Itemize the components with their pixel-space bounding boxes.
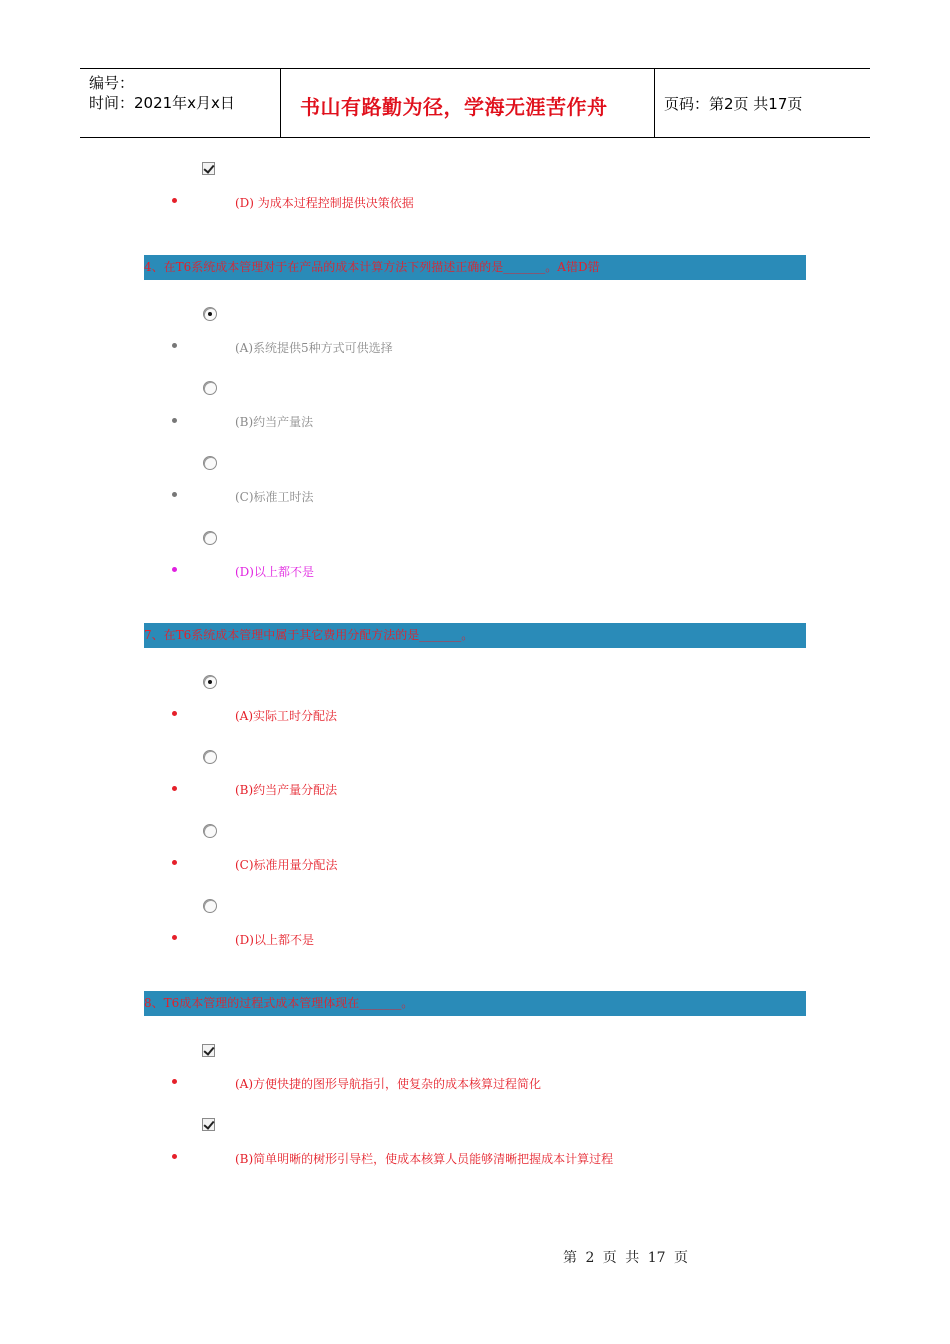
bullet-icon — [172, 343, 177, 348]
checkbox-checked-icon[interactable] — [202, 1044, 215, 1057]
bullet-icon — [172, 1154, 177, 1159]
page-label: 页码：第2页 共17页 — [664, 95, 803, 113]
page-footer: 第 2 页 共 17 页 — [563, 1250, 688, 1266]
option-d-text: (D) 为成本过程控制提供决策依据 — [235, 196, 414, 210]
q4-option-d: (D)以上都不是 — [235, 565, 314, 579]
radio-icon[interactable] — [203, 750, 217, 764]
bullet-icon — [172, 418, 177, 423]
q8-option-a: (A)方便快捷的图形导航指引，使复杂的成本核算过程简化 — [235, 1077, 542, 1091]
bullet-icon — [172, 567, 177, 572]
radio-icon[interactable] — [203, 381, 217, 395]
header-page-cell — [655, 69, 870, 137]
page-header — [80, 68, 870, 138]
checkbox-checked-icon[interactable] — [202, 162, 215, 175]
bullet-icon — [172, 711, 177, 716]
radio-icon[interactable] — [203, 824, 217, 838]
radio-selected-icon[interactable] — [203, 307, 217, 321]
checkbox-checked-icon[interactable] — [202, 1118, 215, 1131]
question-7-bar: 7、在T6系统成本管理中属于其它费用分配方法的是_______。 — [144, 623, 806, 648]
q4-option-c: (C)标准工时法 — [235, 490, 314, 504]
q7-option-c: (C)标准用量分配法 — [235, 858, 338, 872]
q7-option-d: (D)以上都不是 — [235, 933, 314, 947]
bullet-icon — [172, 198, 177, 203]
q4-option-a: (A)系统提供5种方式可供选择 — [235, 341, 393, 355]
radio-selected-icon[interactable] — [203, 675, 217, 689]
header-info-cell — [80, 69, 281, 137]
bullet-icon — [172, 935, 177, 940]
time-label: 时间：2021年x月x日 — [89, 94, 235, 112]
header-motto-cell — [281, 69, 655, 137]
q7-option-b: (B)约当产量分配法 — [235, 783, 338, 797]
bullet-icon — [172, 786, 177, 791]
q4-option-b: (B)约当产量法 — [235, 415, 314, 429]
bullet-icon — [172, 492, 177, 497]
q7-option-a: (A)实际工时分配法 — [235, 709, 338, 723]
q8-option-b: (B)简单明晰的树形引导栏，使成本核算人员能够清晰把握成本计算过程 — [235, 1152, 614, 1166]
question-8-bar: 8、T6成本管理的过程式成本管理体现在_______。 — [144, 991, 806, 1016]
radio-icon[interactable] — [203, 456, 217, 470]
question-4-bar: 4、在T6系统成本管理对于在产品的成本计算方法下列描述正确的是_______。A错D错 — [144, 255, 806, 280]
number-label: 编号： — [89, 74, 135, 92]
bullet-icon — [172, 1079, 177, 1084]
radio-icon[interactable] — [203, 531, 217, 545]
motto: 书山有路勤为径，学海无涯苦作舟 — [300, 95, 608, 119]
bullet-icon — [172, 860, 177, 865]
radio-icon[interactable] — [203, 899, 217, 913]
